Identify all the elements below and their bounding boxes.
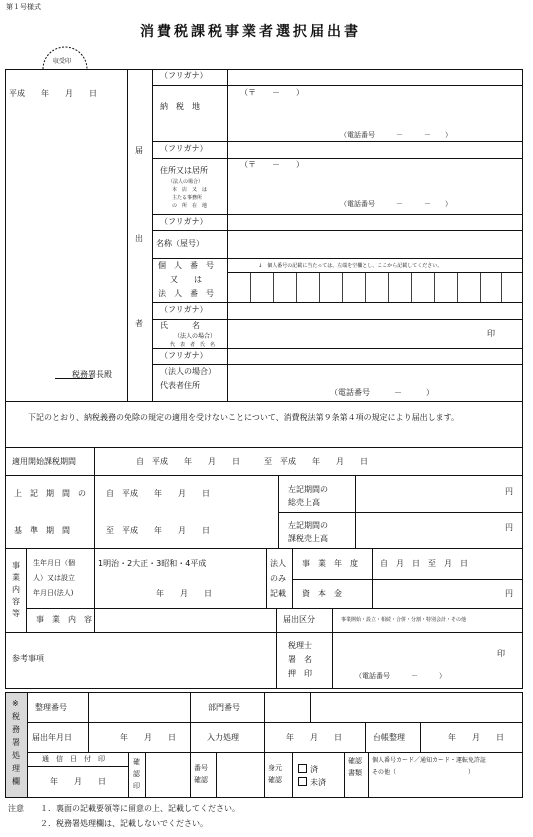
notes-label: 注意 <box>8 804 24 813</box>
fiscal-year-label: 事 業 年 度 <box>302 559 358 568</box>
capital-label: 資 本 金 <box>302 589 342 598</box>
residence-label: 住所又は居所 <box>160 166 208 175</box>
documents-text: 個人番号カード／通知カード・運転免許証 <box>372 757 487 764</box>
accountant-label: 押 印 <box>288 669 312 678</box>
residence-phone[interactable]: （電話番号 － － ） <box>340 200 452 208</box>
accountant-label: 税理士 <box>288 641 312 650</box>
comm-stamp-date: 年 月 日 <box>50 777 106 786</box>
residence-note: 本 店 又 は <box>172 187 208 193</box>
id-number-label: 個 人 番 号 <box>158 261 214 270</box>
total-sales-unit: 円 <box>505 487 513 496</box>
checkbox-done[interactable]: 済 <box>298 764 318 774</box>
residence-note: （法人の場合） <box>168 179 204 185</box>
side-label-3: 者 <box>135 319 143 328</box>
above-period-from[interactable]: 自 平成 年 月 日 <box>106 489 210 498</box>
filing-date[interactable]: 平成 年 月 日 <box>9 89 97 98</box>
application-period-value[interactable]: 自 平成 年 月 日 至 平成 年 月 日 <box>136 457 368 466</box>
rep-address-label: （法人の場合） <box>160 367 216 376</box>
form-number: 第１号様式 <box>6 3 41 11</box>
office-side: ※ <box>12 699 19 708</box>
furigana-label: （フリガナ） <box>160 217 208 226</box>
statement-text: 下記のとおり、納税義務の免除の規定の適用を受けないことについて、消費税法第９条第４項の規定により届出します。 <box>28 413 460 422</box>
identity-check: 確認 <box>268 776 282 784</box>
name-trade-label: 名称（屋号） <box>156 239 204 248</box>
dept-number-label: 部門番号 <box>208 703 240 712</box>
total-sales-label: 左記期間の <box>288 485 328 494</box>
reference-label: 参考事項 <box>12 654 44 663</box>
input-label: 入力処理 <box>207 733 239 742</box>
receipt-stamp-label: 収受印 <box>53 58 72 65</box>
id-number-note: ↓ 個人番号の記載に当たっては、左端を空欄とし、ここから記載してください。 <box>258 263 443 269</box>
base-period-label: 基 準 期 間 <box>14 526 70 535</box>
residence-note: 主たる事務所 <box>172 195 203 201</box>
ledger-date: 年 月 日 <box>448 733 504 742</box>
side-label-1: 届 <box>135 146 143 155</box>
input-date: 年 月 日 <box>286 733 342 742</box>
business-side: 業 <box>12 573 20 582</box>
checkbox-icon <box>298 764 307 773</box>
number-check: 番号 <box>194 764 208 772</box>
confirm-stamp: 確 <box>133 758 140 766</box>
rep-address-phone[interactable]: （電話番号 － ） <box>330 388 434 397</box>
furigana-label: （フリガナ） <box>160 144 208 153</box>
filed-date-value: 年 月 日 <box>120 733 176 742</box>
taxable-sales-label: 左記期間の <box>288 521 328 530</box>
confirm-stamp: 認 <box>133 770 140 778</box>
business-side: 事 <box>12 561 20 570</box>
id-number-label: 法 人 番 号 <box>158 289 214 298</box>
number-check: 確認 <box>194 776 208 784</box>
era-options[interactable]: 1明治・2大正・3昭和・4平成 <box>98 559 207 568</box>
office-side: 欄 <box>12 777 20 786</box>
ref-number-label: 整理番号 <box>35 703 67 712</box>
application-period-label: 適用開始課税期間 <box>12 457 76 466</box>
tax-place-phone[interactable]: （電話番号 － － ） <box>340 131 452 139</box>
tax-place-postal[interactable]: （〒 － ） <box>240 88 304 97</box>
taxable-sales-unit: 円 <box>505 523 513 532</box>
above-period-label: 上 記 期 間 の <box>14 489 86 498</box>
residence-note: の 所 在 地 <box>172 203 208 209</box>
capital-unit: 円 <box>505 589 513 598</box>
furigana-label: （フリガナ） <box>160 351 208 360</box>
tax-office-head: 税務署長殿 <box>72 370 112 379</box>
rep-address-label: 代表者住所 <box>160 381 200 390</box>
id-number-label: 又 は <box>170 275 202 284</box>
accountant-label: 署 名 <box>288 655 312 664</box>
business-content-label: 事 業 内 容 <box>36 615 92 624</box>
ledger-label: 台帳整理 <box>373 733 405 742</box>
above-period-to[interactable]: 至 平成 年 月 日 <box>106 526 210 535</box>
taxable-sales-label: 課税売上高 <box>288 534 328 543</box>
checkbox-icon <box>298 777 307 786</box>
residence-postal[interactable]: （〒 － ） <box>240 160 304 169</box>
office-side: 署 <box>12 738 20 747</box>
office-side: 税 <box>12 712 20 721</box>
filing-category-label: 届出区分 <box>283 615 315 624</box>
accountant-phone[interactable]: （電話番号 － ） <box>355 672 446 680</box>
identity-check: 身元 <box>268 764 282 772</box>
business-side: 等 <box>12 609 20 618</box>
fiscal-year-value[interactable]: 自 月 日 至 月 日 <box>380 559 468 568</box>
birth-date[interactable]: 年 月 日 <box>156 589 212 598</box>
comm-stamp-label: 通 信 日 付 印 <box>42 755 105 763</box>
total-sales-label: 総売上高 <box>288 498 320 507</box>
corp-only-label: のみ <box>270 574 286 583</box>
confirm-stamp: 印 <box>133 782 140 790</box>
checkbox-not-done[interactable]: 未済 <box>298 777 326 787</box>
name-note: 代 表 者 氏 名 <box>170 342 216 348</box>
office-side: 務 <box>12 725 20 734</box>
furigana-label: （フリガナ） <box>160 305 208 314</box>
name-label: 氏 名 <box>160 321 200 330</box>
birth-label: 人）又は設立 <box>33 574 75 582</box>
notes-line-2: ２．税務署処理欄は、記載しないでください。 <box>40 819 208 828</box>
documents-label: 確認 <box>348 757 362 765</box>
birth-label: 年月日(法人) <box>33 589 74 597</box>
side-label-2: 出 <box>135 234 143 243</box>
name-note: （法人の場合） <box>174 333 217 340</box>
corp-only-label: 法人 <box>270 559 286 568</box>
office-side: 処 <box>12 751 20 760</box>
birth-label: 生年月日（個 <box>33 559 75 567</box>
corp-only-label: 記載 <box>270 589 286 598</box>
name-seal: 印 <box>487 329 495 338</box>
furigana-label: （フリガナ） <box>160 71 208 80</box>
filed-date-label: 届出年月日 <box>32 733 72 742</box>
notes-line-1: １．裏面の記載要領等に留意の上、記載してください。 <box>40 804 240 813</box>
business-side: 容 <box>12 597 20 606</box>
form-title: 消費税課税事業者選択届出書 <box>140 24 361 40</box>
filing-category-options[interactable]: 事業開始・設立・相続・合併・分割・特別会計・その他 <box>341 617 467 623</box>
documents-label: 書類 <box>348 769 362 777</box>
office-side: 理 <box>12 764 20 773</box>
documents-text: その他（ ） <box>372 769 475 776</box>
tax-place-label: 納 税 地 <box>160 102 200 111</box>
business-side: 内 <box>12 585 20 594</box>
accountant-seal: 印 <box>497 649 505 658</box>
